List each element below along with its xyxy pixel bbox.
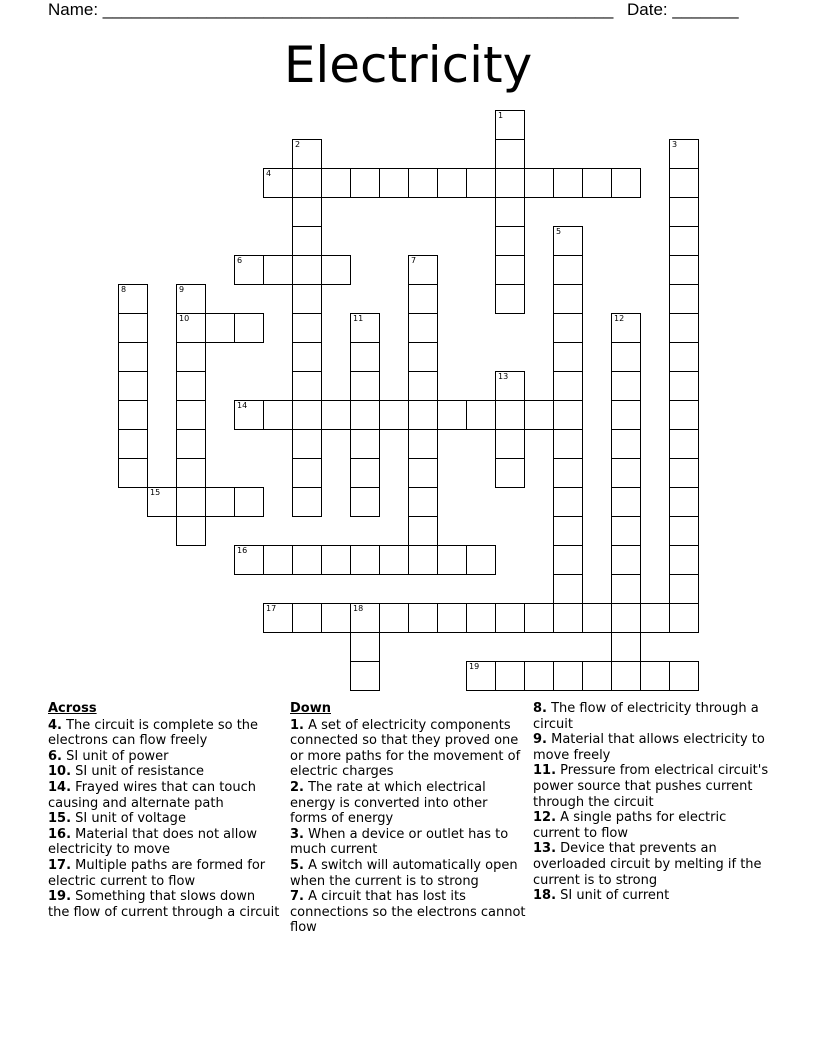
clue-number: 15 <box>150 488 161 497</box>
grid-cell[interactable] <box>524 661 554 691</box>
clue-text: A single paths for electric current to flow <box>533 810 727 841</box>
grid-cell[interactable] <box>495 400 525 430</box>
grid-cell[interactable] <box>408 458 438 488</box>
clue-num: 4. <box>48 717 62 733</box>
clue-number: 4 <box>266 169 272 178</box>
grid-cell[interactable] <box>292 371 322 401</box>
clue-item <box>290 827 528 858</box>
grid-cell[interactable] <box>640 661 670 691</box>
clue-item <box>48 718 280 749</box>
clue-num: 2. <box>290 779 304 795</box>
grid-cell[interactable] <box>118 284 148 314</box>
grid-cell[interactable] <box>408 516 438 546</box>
grid-cell[interactable] <box>669 487 699 517</box>
clue-item <box>290 858 528 889</box>
grid-cell[interactable] <box>611 632 641 662</box>
grid-cell[interactable] <box>205 487 235 517</box>
clue-num: 9. <box>533 732 547 748</box>
grid-cell[interactable] <box>553 284 583 314</box>
grid-cell[interactable] <box>176 284 206 314</box>
clue-num: 5. <box>290 857 304 873</box>
grid-cell[interactable] <box>176 516 206 546</box>
grid-cell[interactable] <box>379 545 409 575</box>
clue-item <box>48 827 280 858</box>
clue-text: Frayed wires that can touch causing and alternate path <box>48 779 256 811</box>
grid-cell[interactable] <box>292 429 322 459</box>
clue-text: A set of electricity components connected so that they proved one or more paths for the movement of electric charges <box>290 717 521 780</box>
grid-cell[interactable] <box>176 371 206 401</box>
date-field: Date: _______ <box>627 0 739 19</box>
grid-cell[interactable] <box>611 371 641 401</box>
down-clues-continued <box>533 701 773 904</box>
grid-cell[interactable] <box>640 603 670 633</box>
grid-cell[interactable] <box>350 458 380 488</box>
clue-num: 15. <box>48 811 72 827</box>
grid-cell[interactable] <box>437 603 467 633</box>
grid-cell[interactable] <box>495 284 525 314</box>
clue-num: 14. <box>48 779 72 795</box>
grid-cell[interactable] <box>321 603 351 633</box>
grid-cell[interactable] <box>669 429 699 459</box>
clue-item <box>48 749 280 765</box>
grid-cell[interactable] <box>611 574 641 604</box>
clue-number: 12 <box>614 314 625 323</box>
grid-cell[interactable] <box>350 487 380 517</box>
grid-cell[interactable] <box>553 458 583 488</box>
clue-text: When a device or outlet has to much current <box>290 826 509 858</box>
across-clues <box>48 701 280 920</box>
grid-cell[interactable] <box>611 313 641 343</box>
grid-cell[interactable] <box>669 313 699 343</box>
grid-cell[interactable] <box>350 632 380 662</box>
grid-cell[interactable] <box>553 313 583 343</box>
grid-cell[interactable] <box>234 255 264 285</box>
clue-number: 3 <box>672 140 678 149</box>
grid-cell[interactable] <box>611 342 641 372</box>
grid-cell[interactable] <box>176 342 206 372</box>
grid-cell[interactable] <box>553 226 583 256</box>
grid-cell[interactable] <box>495 255 525 285</box>
grid-cell[interactable] <box>176 487 206 517</box>
grid-cell[interactable] <box>582 168 612 198</box>
grid-cell[interactable] <box>669 226 699 256</box>
grid-cell[interactable] <box>408 342 438 372</box>
grid-cell[interactable] <box>437 168 467 198</box>
grid-cell[interactable] <box>292 545 322 575</box>
grid-cell[interactable] <box>553 168 583 198</box>
grid-cell[interactable] <box>321 400 351 430</box>
clue-item <box>290 718 528 780</box>
grid-cell[interactable] <box>669 574 699 604</box>
grid-cell[interactable] <box>234 487 264 517</box>
clue-item <box>48 889 280 920</box>
page-title: Electricity <box>283 36 533 94</box>
grid-cell[interactable] <box>408 255 438 285</box>
grid-cell[interactable] <box>669 168 699 198</box>
grid-cell[interactable] <box>495 458 525 488</box>
grid-cell[interactable] <box>669 342 699 372</box>
clue-number: 5 <box>556 227 562 236</box>
grid-cell[interactable] <box>669 458 699 488</box>
clue-text: Pressure from electrical circuit's power source that pushes current through the circuit <box>533 763 769 810</box>
clue-item <box>533 810 773 841</box>
grid-cell[interactable] <box>118 429 148 459</box>
clue-num: 1. <box>290 717 304 733</box>
grid-cell[interactable] <box>553 371 583 401</box>
grid-cell[interactable] <box>292 168 322 198</box>
grid-cell[interactable] <box>495 197 525 227</box>
clue-num: 12. <box>533 810 557 826</box>
grid-cell[interactable] <box>205 313 235 343</box>
grid-cell[interactable] <box>321 545 351 575</box>
grid-cell[interactable] <box>553 574 583 604</box>
grid-cell[interactable] <box>611 400 641 430</box>
grid-cell[interactable] <box>292 255 322 285</box>
clue-text: A circuit that has lost its connections so the electrons cannot flow <box>290 889 526 936</box>
grid-cell[interactable] <box>553 342 583 372</box>
grid-cell[interactable] <box>669 516 699 546</box>
clue-text: SI unit of voltage <box>71 811 186 827</box>
grid-cell[interactable] <box>553 400 583 430</box>
clue-item <box>48 764 280 780</box>
grid-cell[interactable] <box>118 342 148 372</box>
grid-cell[interactable] <box>495 661 525 691</box>
clue-text: Multiple paths are formed for electric current to flow <box>48 857 266 889</box>
grid-cell[interactable] <box>292 342 322 372</box>
grid-cell[interactable] <box>669 603 699 633</box>
grid-cell[interactable] <box>292 458 322 488</box>
grid-cell[interactable] <box>350 168 380 198</box>
grid-cell[interactable] <box>234 313 264 343</box>
grid-cell[interactable] <box>611 661 641 691</box>
grid-cell[interactable] <box>408 284 438 314</box>
grid-cell[interactable] <box>466 168 496 198</box>
grid-cell[interactable] <box>524 400 554 430</box>
down-clues <box>290 701 528 936</box>
clue-num: 7. <box>290 889 304 905</box>
clue-num: 19. <box>48 889 72 905</box>
name-field: Name: ______________________________________________________ <box>48 0 614 19</box>
clue-number: 11 <box>353 314 364 323</box>
grid-cell[interactable] <box>669 661 699 691</box>
grid-cell[interactable] <box>321 168 351 198</box>
grid-cell[interactable] <box>292 197 322 227</box>
clue-num: 6. <box>48 748 62 764</box>
grid-cell[interactable] <box>553 487 583 517</box>
clue-number: 6 <box>237 256 243 265</box>
clue-number: 2 <box>295 140 301 149</box>
grid-cell[interactable] <box>408 545 438 575</box>
grid-cell[interactable] <box>582 603 612 633</box>
grid-cell[interactable] <box>379 603 409 633</box>
clue-item <box>290 889 528 936</box>
grid-cell[interactable] <box>466 603 496 633</box>
grid-cell[interactable] <box>263 168 293 198</box>
clue-number: 18 <box>353 604 364 613</box>
grid-cell[interactable] <box>263 255 293 285</box>
clue-item <box>533 732 773 763</box>
clue-number: 1 <box>498 111 504 120</box>
grid-cell[interactable] <box>495 226 525 256</box>
clue-num: 13. <box>533 841 557 857</box>
grid-cell[interactable] <box>524 603 554 633</box>
clue-num: 16. <box>48 826 72 842</box>
grid-cell[interactable] <box>350 545 380 575</box>
grid-cell[interactable] <box>437 545 467 575</box>
grid-cell[interactable] <box>669 139 699 169</box>
grid-cell[interactable] <box>379 168 409 198</box>
grid-cell[interactable] <box>350 313 380 343</box>
clue-num: 17. <box>48 857 72 873</box>
grid-cell[interactable] <box>263 545 293 575</box>
grid-cell[interactable] <box>263 400 293 430</box>
clue-text: A switch will automatically open when the current is to strong <box>290 857 518 889</box>
clue-number: 10 <box>179 314 190 323</box>
grid-cell[interactable] <box>350 342 380 372</box>
clue-item <box>533 763 773 810</box>
clue-text: The flow of electricity through a circuit <box>533 701 759 732</box>
clue-text: SI unit of current <box>556 888 670 904</box>
clue-number: 17 <box>266 604 277 613</box>
grid-cell[interactable] <box>669 197 699 227</box>
grid-cell[interactable] <box>466 661 496 691</box>
clue-num: 11. <box>533 763 557 779</box>
grid-cell[interactable] <box>118 458 148 488</box>
grid-cell[interactable] <box>553 255 583 285</box>
clue-item <box>533 841 773 888</box>
clue-item <box>290 780 528 827</box>
across-heading: Across <box>48 701 97 716</box>
clue-number: 7 <box>411 256 417 265</box>
grid-cell[interactable] <box>292 284 322 314</box>
clue-item <box>533 701 773 732</box>
grid-cell[interactable] <box>669 371 699 401</box>
grid-cell[interactable] <box>321 255 351 285</box>
clue-num: 10. <box>48 764 72 780</box>
grid-cell[interactable] <box>669 400 699 430</box>
clue-number: 16 <box>237 546 248 555</box>
grid-cell[interactable] <box>495 168 525 198</box>
clue-number: 13 <box>498 372 509 381</box>
clue-num: 8. <box>533 701 547 716</box>
grid-cell[interactable] <box>611 429 641 459</box>
grid-cell[interactable] <box>611 487 641 517</box>
grid-cell[interactable] <box>553 661 583 691</box>
clue-text: SI unit of resistance <box>71 764 205 780</box>
clue-number: 19 <box>469 662 480 671</box>
grid-cell[interactable] <box>408 487 438 517</box>
grid-cell[interactable] <box>234 545 264 575</box>
grid-cell[interactable] <box>408 400 438 430</box>
grid-cell[interactable] <box>408 603 438 633</box>
down-heading: Down <box>290 701 331 716</box>
clue-text: The circuit is complete so the electrons can flow freely <box>48 717 259 749</box>
grid-cell[interactable] <box>118 400 148 430</box>
clue-text: SI unit of power <box>61 748 169 764</box>
grid-cell[interactable] <box>263 603 293 633</box>
grid-cell[interactable] <box>553 545 583 575</box>
grid-cell[interactable] <box>408 168 438 198</box>
clue-item <box>48 858 280 889</box>
grid-cell[interactable] <box>669 255 699 285</box>
grid-cell[interactable] <box>350 429 380 459</box>
grid-cell[interactable] <box>553 429 583 459</box>
grid-cell[interactable] <box>611 458 641 488</box>
grid-cell[interactable] <box>437 400 467 430</box>
grid-cell[interactable] <box>582 661 612 691</box>
grid-cell[interactable] <box>292 400 322 430</box>
grid-cell[interactable] <box>147 487 177 517</box>
grid-cell[interactable] <box>495 603 525 633</box>
clue-text: Device that prevents an overloaded circuit by melting if the current is to strong <box>533 841 762 888</box>
grid-cell[interactable] <box>118 371 148 401</box>
clue-text: Material that allows electricity to move freely <box>533 732 765 763</box>
grid-cell[interactable] <box>292 603 322 633</box>
grid-cell[interactable] <box>234 400 264 430</box>
grid-cell[interactable] <box>466 400 496 430</box>
grid-cell[interactable] <box>176 429 206 459</box>
grid-cell[interactable] <box>350 400 380 430</box>
clue-text: Material that does not allow electricity to move <box>48 826 257 858</box>
grid-cell[interactable] <box>524 168 554 198</box>
grid-cell[interactable] <box>495 371 525 401</box>
grid-cell[interactable] <box>408 313 438 343</box>
grid-cell[interactable] <box>176 458 206 488</box>
clue-num: 18. <box>533 888 557 904</box>
grid-cell[interactable] <box>350 603 380 633</box>
clue-number: 8 <box>121 285 127 294</box>
grid-cell[interactable] <box>553 603 583 633</box>
clue-number: 14 <box>237 401 248 410</box>
grid-cell[interactable] <box>408 429 438 459</box>
grid-cell[interactable] <box>553 516 583 546</box>
grid-cell[interactable] <box>495 139 525 169</box>
grid-cell[interactable] <box>118 313 148 343</box>
grid-cell[interactable] <box>350 371 380 401</box>
grid-cell[interactable] <box>292 313 322 343</box>
grid-cell[interactable] <box>176 313 206 343</box>
grid-cell[interactable] <box>611 168 641 198</box>
grid-cell[interactable] <box>292 226 322 256</box>
clue-item <box>533 888 773 904</box>
grid-cell[interactable] <box>350 661 380 691</box>
grid-cell[interactable] <box>408 371 438 401</box>
clue-num: 3. <box>290 826 304 842</box>
grid-cell[interactable] <box>611 545 641 575</box>
grid-cell[interactable] <box>611 603 641 633</box>
clue-text: The rate at which electrical energy is converted into other forms of energy <box>290 779 488 827</box>
grid-cell[interactable] <box>495 110 525 140</box>
clue-item <box>48 780 280 811</box>
clue-number: 9 <box>179 285 185 294</box>
grid-cell[interactable] <box>292 139 322 169</box>
grid-cell[interactable] <box>466 545 496 575</box>
grid-cell[interactable] <box>611 516 641 546</box>
clue-text: Something that slows down the flow of current through a circuit <box>48 889 280 920</box>
grid-cell[interactable] <box>379 400 409 430</box>
grid-cell[interactable] <box>669 545 699 575</box>
grid-cell[interactable] <box>176 400 206 430</box>
grid-cell[interactable] <box>495 429 525 459</box>
clue-item <box>48 811 280 827</box>
grid-cell[interactable] <box>669 284 699 314</box>
grid-cell[interactable] <box>292 487 322 517</box>
